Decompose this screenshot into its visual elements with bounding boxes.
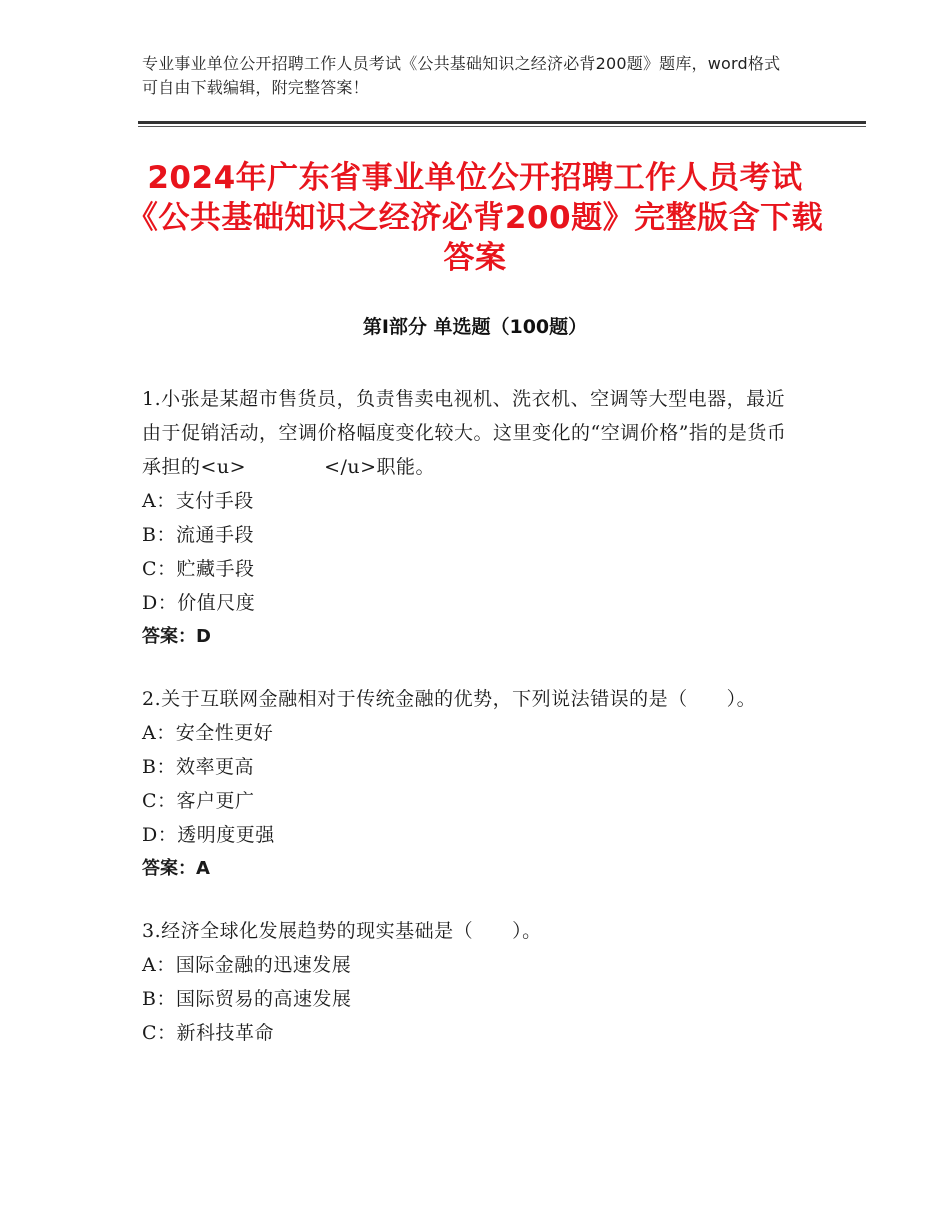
question-1 (142, 382, 802, 654)
question-stem: 2.关于互联网金融相对于传统金融的优势，下列说法错误的是（ ）。 (142, 688, 757, 710)
question-stem: 3.经济全球化发展趋势的现实基础是（ ）。 (142, 920, 542, 942)
option-c: C：新科技革命 (142, 1022, 275, 1044)
option-a: A：支付手段 (142, 490, 254, 512)
option-d: D：透明度更强 (142, 824, 275, 846)
section-heading: 第I部分 单选题（100题） (362, 316, 588, 338)
option-b: B：流通手段 (142, 524, 254, 546)
option-a: A：安全性更好 (142, 722, 274, 744)
answer-line: 答案：D (142, 626, 211, 647)
question-2 (142, 682, 802, 886)
document-title: 2024年广东省事业单位公开招聘工作人员考试《公共基础知识之经济必背200题》完整版含下载答案 (126, 160, 824, 276)
option-d: D：价值尺度 (142, 592, 256, 614)
answer-line: 答案：A (142, 858, 210, 879)
option-b: B：效率更高 (142, 756, 254, 778)
question-3 (142, 914, 802, 1050)
header-divider-thin (138, 126, 866, 127)
question-stem: 1.小张是某超市售货员，负责售卖电视机、洗衣机、空调等大型电器，最近由于促销活动，空调价格幅度变化较大。这里变化的“空调价格”指的是货币承担的<u> </u>职能。 (142, 388, 787, 478)
option-c: C：客户更广 (142, 790, 255, 812)
option-b: B：国际贸易的高速发展 (142, 988, 352, 1010)
question-list (142, 382, 802, 1078)
option-a: A：国际金融的迅速发展 (142, 954, 352, 976)
option-c: C：贮藏手段 (142, 558, 255, 580)
header-note: 专业事业单位公开招聘工作人员考试《公共基础知识之经济必背200题》题库，word格式可自由下载编辑，附完整答案！ (142, 54, 781, 97)
header-divider (138, 121, 866, 124)
